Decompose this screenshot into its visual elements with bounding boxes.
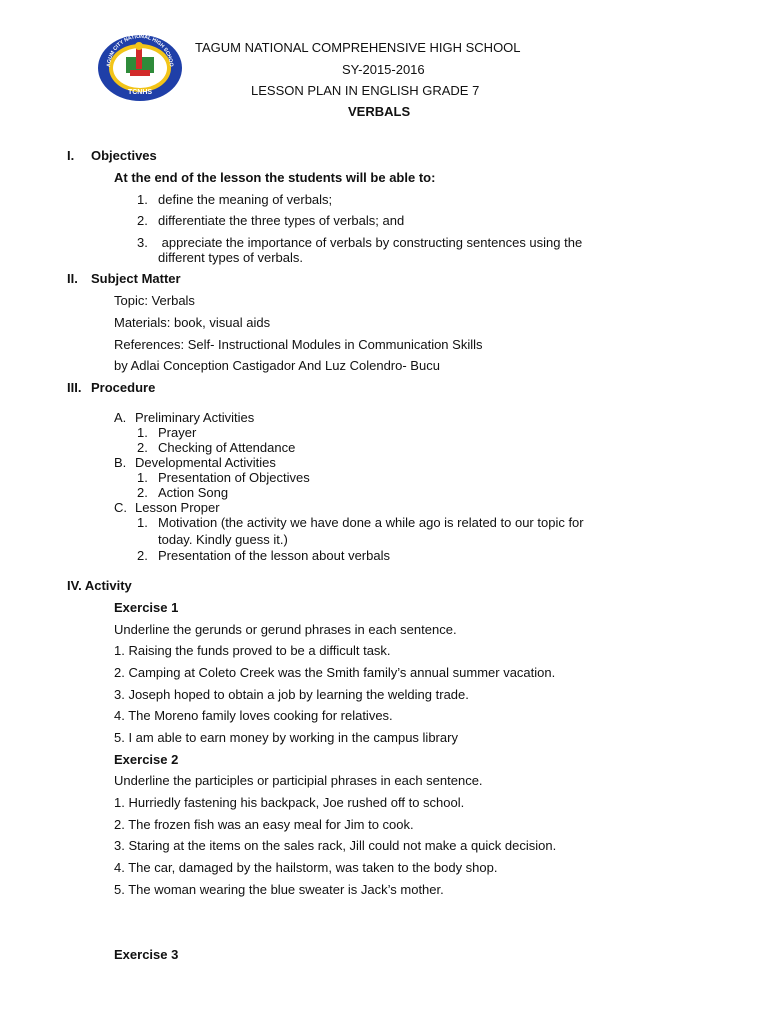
procedure-item: Presentation of the lesson about verbals [158,548,390,563]
procedure-section-letter: A. [114,410,127,425]
page-title: VERBALS [348,104,411,119]
objective-item: define the meaning of verbals; [158,192,333,207]
school-logo-seal [96,30,184,102]
lesson-plan-title: LESSON PLAN IN ENGLISH GRADE 7 [251,83,480,98]
subject-number: II. [67,271,78,286]
exercise-item: 4. The Moreno family loves cooking for relatives. [114,708,393,723]
subject-materials: Materials: book, visual aids [114,315,271,330]
objective-number: 2. [137,213,148,228]
activity-heading: IV. Activity [67,578,132,593]
exercise-1-title: Exercise 1 [114,600,179,615]
subject-authors: by Adlai Conception Castigador And Luz Colendro- Bucu [114,358,440,373]
procedure-item: Motivation (the activity we have done a while ago is related to our topic for [158,515,584,530]
exercise-3-title: Exercise 3 [114,947,179,962]
exercise-item: 2. Camping at Coleto Creek was the Smith family’s annual summer vacation. [114,665,556,680]
procedure-item-number: 2. [137,440,148,455]
procedure-number: III. [67,380,82,395]
procedure-section-title: Developmental Activities [135,455,276,470]
procedure-item: Action Song [158,485,229,500]
exercise-2-instruction: Underline the participles or participial phrases in each sentence. [114,773,483,788]
objectives-intro: At the end of the lesson the students will be able to: [114,170,436,185]
exercise-item: 1. Hurriedly fastening his backpack, Joe rushed off to school. [114,795,465,810]
objectives-heading: Objectives [91,148,157,163]
objectives-number: I. [67,148,75,163]
objective-item: differentiate the three types of verbals; and [158,213,405,228]
procedure-item: Presentation of Objectives [158,470,310,485]
procedure-item-number: 1. [137,515,148,530]
svg-text:TAGUM CITY NATIONAL HIGH SCHOO: AGUM CITY NATIONAL HIGH SCHOO [105,33,175,68]
objective-number: 3. [137,235,148,250]
logo-abbreviation: TCNHS [127,89,153,96]
exercise-item: 4. The car, damaged by the hailstorm, was taken to the body shop. [114,860,498,875]
school-year: SY-2015-2016 [342,62,425,77]
objective-item: appreciate the importance of verbals by constructing sentences using the [158,235,583,250]
procedure-item-number: 1. [137,470,148,485]
procedure-item-continuation: today. Kindly guess it.) [158,532,288,547]
subject-heading: Subject Matter [91,271,181,286]
exercise-item: 2. The frozen fish was an easy meal for Jim to cook. [114,817,414,832]
exercise-item: 5. I am able to earn money by working in the campus library [114,730,458,745]
procedure-item-number: 1. [137,425,148,440]
subject-references: References: Self- Instructional Modules in Communication Skills [114,337,483,352]
exercise-item: 3. Joseph hoped to obtain a job by learning the welding trade. [114,687,469,702]
procedure-section-title: Lesson Proper [135,500,220,515]
procedure-section-letter: C. [114,500,127,515]
procedure-item-number: 2. [137,485,148,500]
procedure-item: Prayer [158,425,197,440]
procedure-section-title: Preliminary Activities [135,410,255,425]
exercise-2-title: Exercise 2 [114,752,179,767]
procedure-item-number: 2. [137,548,148,563]
exercise-1-instruction: Underline the gerunds or gerund phrases in each sentence. [114,622,457,637]
exercise-item: 5. The woman wearing the blue sweater is Jack’s mother. [114,882,444,897]
objective-item-continuation: different types of verbals. [158,250,304,265]
procedure-section-letter: B. [114,455,127,470]
subject-topic: Topic: Verbals [114,293,195,308]
school-name: TAGUM NATIONAL COMPREHENSIVE HIGH SCHOOL [195,40,521,55]
procedure-heading: Procedure [91,380,156,395]
exercise-item: 1. Raising the funds proved to be a difficult task. [114,643,391,658]
procedure-item: Checking of Attendance [158,440,296,455]
objective-number: 1. [137,192,148,207]
exercise-item: 3. Staring at the items on the sales rack, Jill could not make a quick decision. [114,838,557,853]
